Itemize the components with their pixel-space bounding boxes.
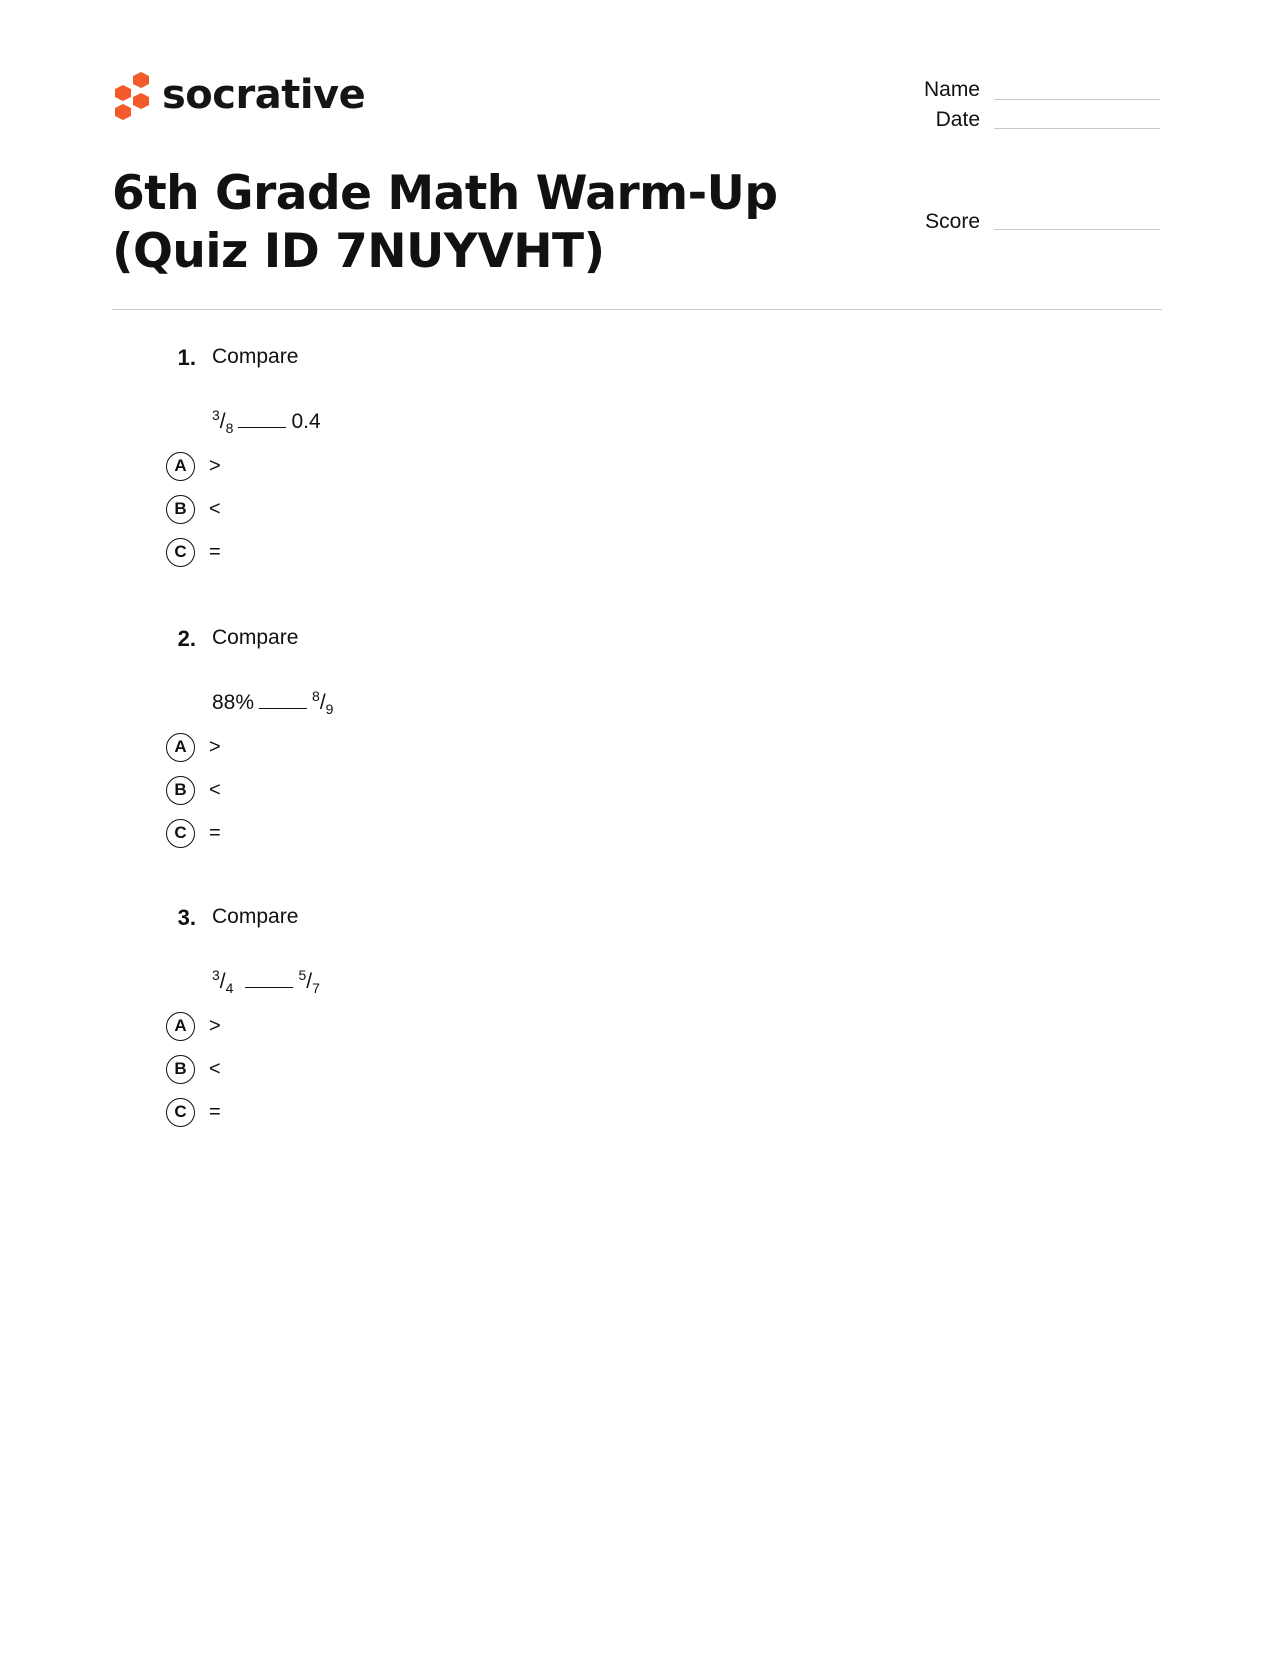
denominator: 9 <box>325 701 334 718</box>
divider <box>112 309 1162 310</box>
brand-name: socrative <box>162 72 366 118</box>
option-bubble[interactable]: A <box>166 452 195 481</box>
option-a[interactable] <box>166 1010 221 1042</box>
option-b[interactable] <box>166 493 221 525</box>
denominator: 7 <box>312 980 320 997</box>
option-text: < <box>209 497 221 520</box>
option-bubble[interactable]: B <box>166 495 195 524</box>
date-label: Date <box>935 108 980 131</box>
option-a[interactable] <box>166 731 221 763</box>
name-field[interactable] <box>994 99 1160 100</box>
numerator: 5 <box>298 967 307 983</box>
question-text: Compare <box>212 905 299 928</box>
question-expression: 88% $^8/_9$ <box>212 688 334 718</box>
option-text: > <box>209 735 221 758</box>
option-bubble[interactable]: A <box>166 733 195 762</box>
question-number: 1. <box>177 345 196 370</box>
page-title: 6th Grade Math Warm-Up (Quiz ID 7NUYVHT) <box>112 166 778 279</box>
answer-blank <box>245 987 293 988</box>
option-text: > <box>209 1014 221 1037</box>
date-field[interactable] <box>994 128 1160 129</box>
question-number: 2. <box>177 626 196 651</box>
option-bubble[interactable]: C <box>166 538 195 567</box>
denominator: 4 <box>225 980 234 997</box>
question-text: Compare <box>212 626 299 649</box>
option-text: = <box>209 540 221 563</box>
option-c[interactable] <box>166 536 221 568</box>
hexagon-logo-icon <box>112 72 152 124</box>
option-text: < <box>209 1057 221 1080</box>
option-bubble[interactable]: B <box>166 1055 195 1084</box>
option-text: = <box>209 821 221 844</box>
option-b[interactable] <box>166 774 221 806</box>
denominator: 8 <box>225 420 234 437</box>
question-text: Compare <box>212 345 299 368</box>
answer-blank <box>259 708 307 709</box>
answer-blank <box>238 427 286 428</box>
option-bubble[interactable]: C <box>166 819 195 848</box>
socrative-logo <box>112 72 366 128</box>
left-value: 88% <box>212 691 255 714</box>
right-value: 0.4 <box>291 410 321 433</box>
question-expression: $^3/_8$ 0.4 <box>212 407 321 437</box>
option-bubble[interactable]: C <box>166 1098 195 1127</box>
option-a[interactable] <box>166 450 221 482</box>
option-text: = <box>209 1100 221 1123</box>
option-c[interactable] <box>166 817 221 849</box>
numerator: 3 <box>212 407 220 423</box>
option-bubble[interactable]: B <box>166 776 195 805</box>
option-b[interactable] <box>166 1053 221 1085</box>
name-label: Name <box>923 78 980 101</box>
option-c[interactable] <box>166 1096 221 1128</box>
option-bubble[interactable]: A <box>166 1012 195 1041</box>
numerator: 8 <box>312 688 320 704</box>
score-label: Score <box>925 210 980 233</box>
question-expression: $^3/_4^5/_7$ <box>212 967 320 997</box>
option-text: > <box>209 454 221 477</box>
score-field[interactable] <box>994 229 1160 230</box>
numerator: 3 <box>212 967 220 983</box>
option-text: < <box>209 778 221 801</box>
question-number: 3. <box>177 905 196 930</box>
